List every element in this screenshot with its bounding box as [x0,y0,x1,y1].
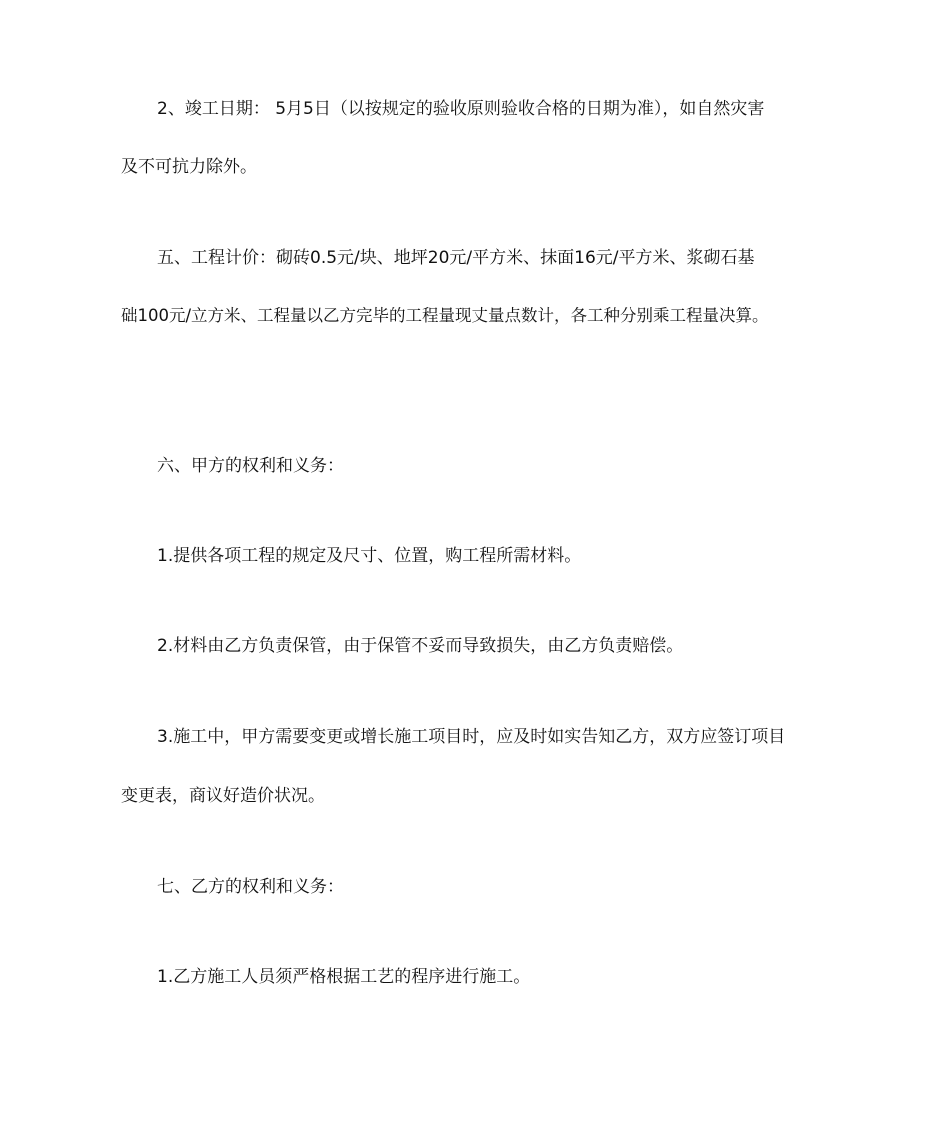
section-6-heading: 六、甲方的权利和义务： [157,456,344,476]
section-6-item-2: 2.材料由乙方负责保管，由于保管不妥而导致损失，由乙方负责赔偿。 [157,636,684,656]
pricing-line-1: 五、工程计价：砌砖0.5元/块、地坪20元/平方米、抹面16元/平方米、浆砌石基 [157,248,755,268]
section-6-item-1: 1.提供各项工程的规定及尺寸、位置，购工程所需材料。 [157,546,582,566]
section-6-item-3-line-2: 变更表，商议好造价状况。 [121,786,325,806]
pricing-line-2: 础100元/立方米、工程量以乙方完毕的工程量现丈量点数计，各工种分别乘工程量决算。 [121,306,769,325]
section-6-item-3-line-1: 3.施工中，甲方需要变更或增长施工项目时，应及时如实告知乙方，双方应签订项目 [157,727,786,747]
completion-date-line-2: 及不可抗力除外。 [121,157,257,177]
section-7-heading: 七、乙方的权利和义务： [157,877,344,897]
completion-date-line-1: 2、竣工日期： 5月5日（以按规定的验收原则验收合格的日期为准），如自然灾害 [157,99,765,119]
section-7-item-1: 1.乙方施工人员须严格根据工艺的程序进行施工。 [157,967,531,987]
